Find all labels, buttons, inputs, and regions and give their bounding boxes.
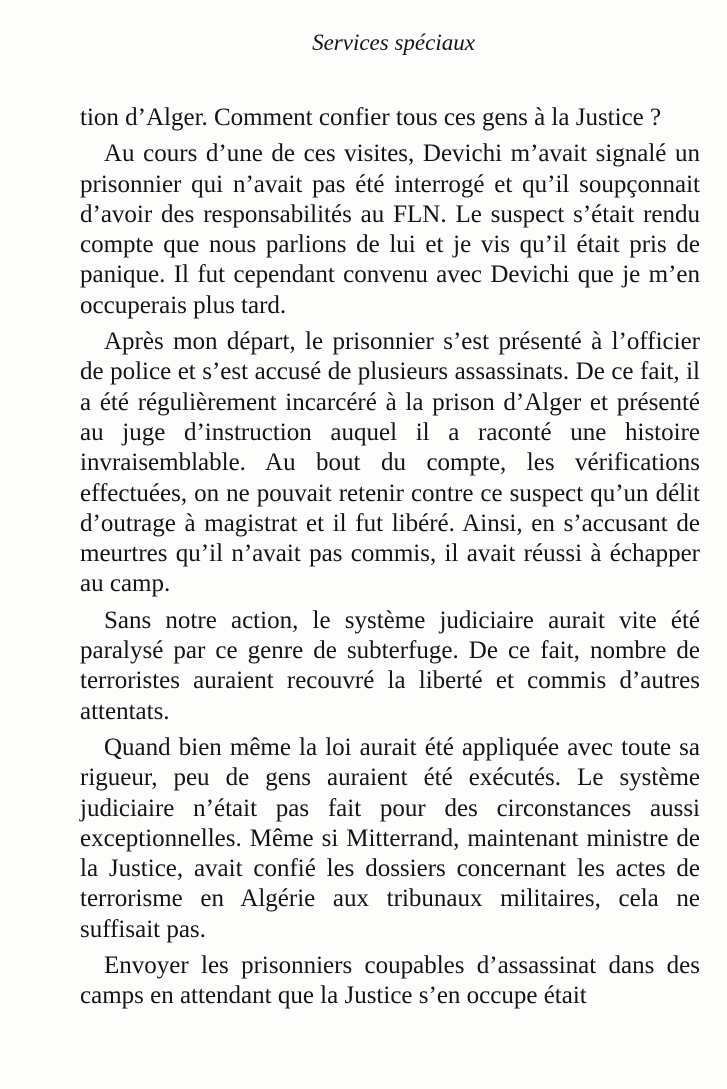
running-head: Services spéciaux bbox=[312, 30, 475, 55]
paragraph-3: Après mon départ, le prisonnier s’est présenté à l’officier de police et s’est accusé de plusieurs assassinats. De ce fait, il a été régulièrement incarcéré à la prison d’Alger et présenté au juge d’instruction auquel il a raconté une histoire invraisemblable. Au bout du compte, les vérifications effectuées, on ne pouvait retenir contre ce suspect qu’un délit d’outrage à magistrat et il fut libéré. Ainsi, en s’accusant de meurtres qu’il n’avait pas commis, il avait réussi à échapper au camp. bbox=[80, 328, 700, 598]
paragraph-2: Au cours d’une de ces visites, Devichi m’avait signalé un prisonnier qui n’avait pas été interrogé et qu’il soupçonnait d’avoir des responsabilités au FLN. Le suspect s’était rendu compte que nous parlions de lui et je vis qu’il était pris de panique. Il fut cependant convenu avec Devichi que je m’en occuperais plus tard. bbox=[80, 140, 700, 319]
paragraph-6: Envoyer les prisonniers coupables d’assassinat dans des camps en attendant que la Justice s’en occupe était bbox=[80, 952, 700, 1010]
paragraph-5: Quand bien même la loi aurait été appliquée avec toute sa rigueur, peu de gens auraient été exécutés. Le système judiciaire n’était pas fait pour des circonstances aussi exceptionnelles. Même si Mitterrand, maintenant ministre de la Justice, avait confié les dossiers concernant les actes de terrorisme en Algérie aux tribunaux militaires, cela ne suffisait pas. bbox=[80, 733, 700, 943]
paragraph-4: Sans notre action, le système judiciaire aurait vite été paralysé par ce genre de subterfuge. De ce fait, nombre de terroristes auraient recouvré la liberté et commis d’autres attentats. bbox=[80, 606, 700, 725]
page-body-text bbox=[80, 103, 700, 1012]
paragraph-1: tion d’Alger. Comment confier tous ces gens à la Justice ? bbox=[80, 104, 662, 131]
